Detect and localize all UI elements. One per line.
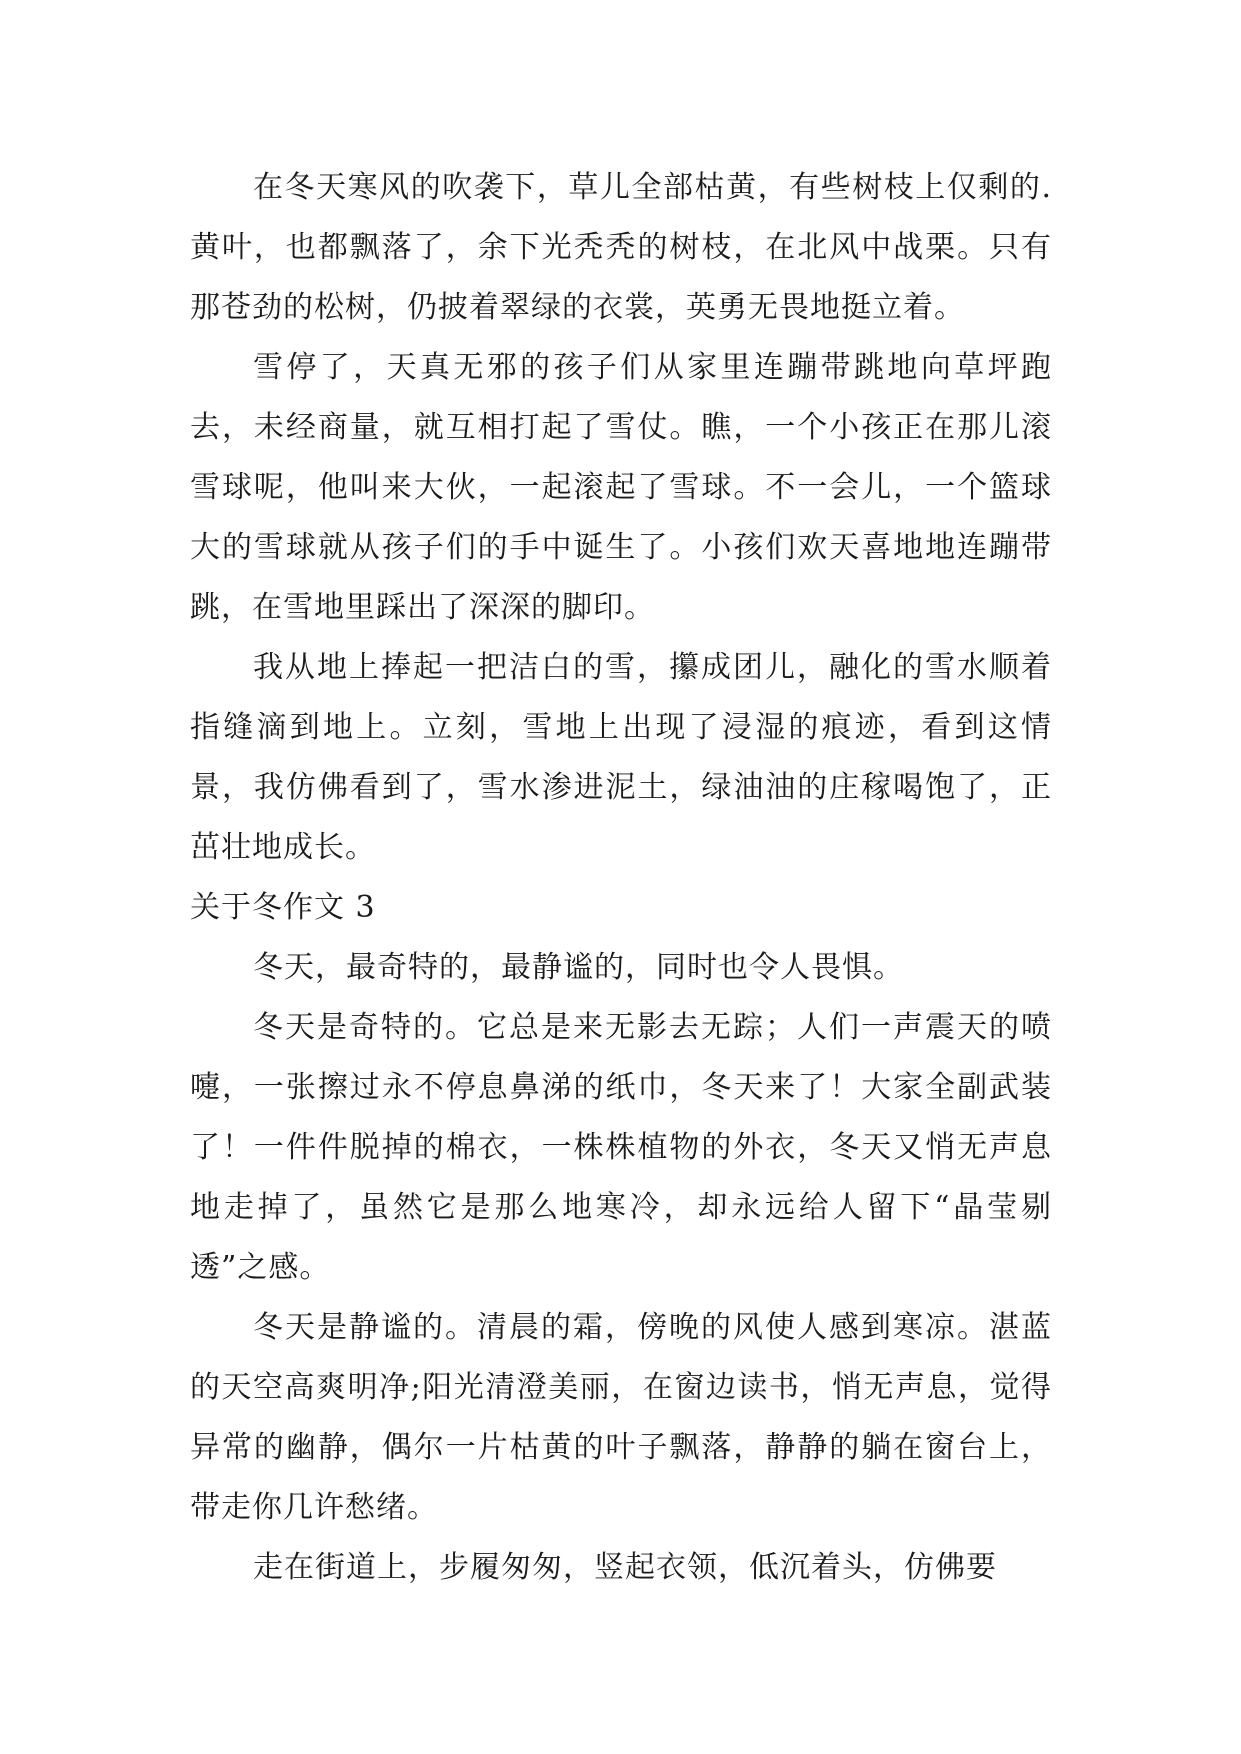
paragraph: 冬天是奇特的。它总是来无影去无踪；人们一声震天的喷嚏，一张擦过永不停息鼻涕的纸巾，冬天来了！大家全副武装了！一件件脱掉的棉衣，一株株植物的外衣，冬天又悄无声息地走掉了，虽然它是那么地寒冷，却永远给人留下“晶莹剔透”之感。 <box>190 1010 1052 1285</box>
paragraph: 冬天是静谧的。清晨的霜，傍晚的风使人感到寒凉。湛蓝的天空高爽明净;阳光清澄美丽，在窗边读书，悄无声息，觉得异常的幽静，偶尔一片枯黄的叶子飘落，静静的躺在窗台上，带走你几许愁绪。 <box>190 1310 1052 1525</box>
paragraph: 走在街道上，步履匆匆，竖起衣领，低沉着头，仿佛要 <box>253 1550 997 1585</box>
document-body <box>190 158 1052 1598</box>
paragraph: 在冬天寒风的吹袭下，草儿全部枯黄，有些树枝上仅剩的.黄叶，也都飘落了，余下光秃秃的树枝，在北风中战栗。只有那苍劲的松树，仍披着翠绿的衣裳，英勇无畏地挺立着。 <box>190 170 1052 325</box>
paragraph: 冬天，最奇特的，最静谧的，同时也令人畏惧。 <box>253 950 904 985</box>
paragraph: 雪停了，天真无邪的孩子们从家里连蹦带跳地向草坪跑去，未经商量，就互相打起了雪仗。瞧，一个小孩正在那儿滚雪球呢，他叫来大伙，一起滚起了雪球。不一会儿，一个篮球大的雪球就从孩子们的手中诞生了。小孩们欢天喜地地连蹦带跳，在雪地里踩出了深深的脚印。 <box>190 350 1052 625</box>
paragraph: 我从地上捧起一把洁白的雪，攥成团儿，融化的雪水顺着指缝滴到地上。立刻，雪地上出现了浸湿的痕迹，看到这情景，我仿佛看到了，雪水渗进泥土，绿油油的庄稼喝饱了，正茁壮地成长。 <box>190 650 1052 865</box>
section-title: 关于冬作文 3 <box>190 890 376 925</box>
